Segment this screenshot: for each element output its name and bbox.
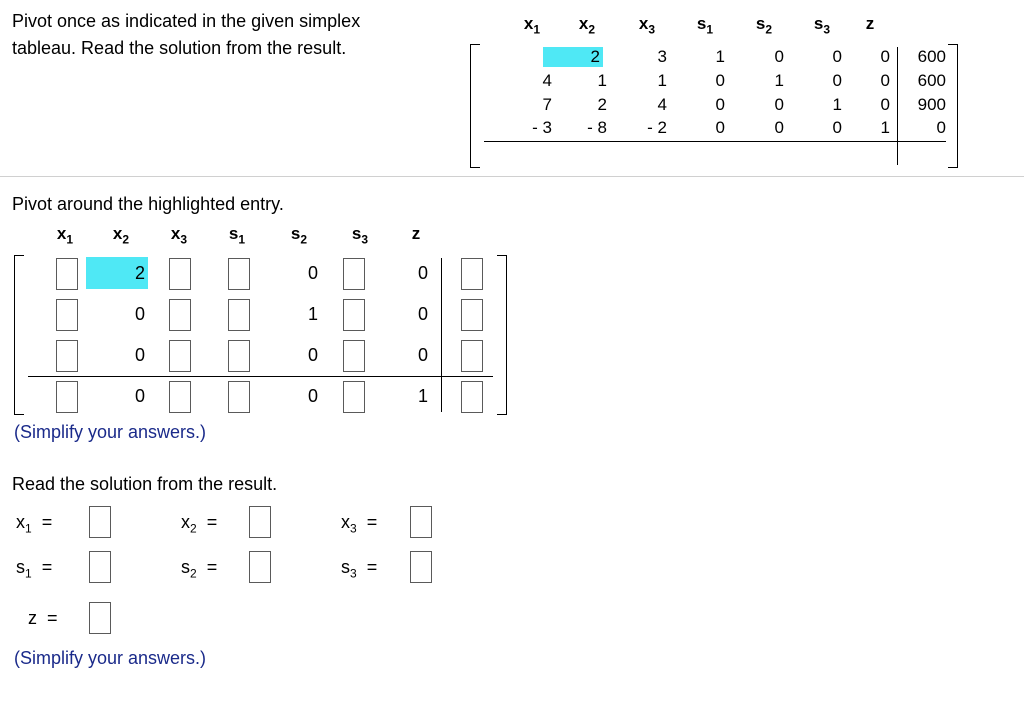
given-cell-r3-c4: 0 xyxy=(715,95,725,114)
prompt-line-2: tableau. Read the solution from the result. xyxy=(12,38,347,58)
pivot-input-r2-c8[interactable] xyxy=(461,299,483,331)
pivot-input-r4-c1[interactable] xyxy=(56,381,78,413)
pivot-col-separator xyxy=(441,258,442,412)
given-cell-r2-c3: 1 xyxy=(657,71,667,90)
given-cell-r1-c4: 1 xyxy=(715,47,725,66)
given-right-bracket xyxy=(948,44,958,168)
pivot-input-r3-c3[interactable] xyxy=(169,340,191,372)
given-header-s2: $s_2$ xyxy=(755,14,773,37)
pivot-left-bracket xyxy=(14,255,24,415)
pivot-value-r3-c2: 0 xyxy=(134,345,145,365)
given-cell-r3-c7: 0 xyxy=(880,95,890,114)
pivot-input-r1-c4[interactable] xyxy=(228,258,250,290)
pivot-header-x2: $x_2$ xyxy=(112,224,130,247)
solution-label-s1: $s_1$ = xyxy=(16,557,53,581)
given-cell-r2-c8: 600 xyxy=(917,71,946,90)
given-cell-r4-c7: 1 xyxy=(880,118,890,137)
given-cell-r4-c4: 0 xyxy=(715,118,725,137)
pivot-input-r2-c3[interactable] xyxy=(169,299,191,331)
pivot-highlighted-entry: 2 xyxy=(86,257,148,289)
given-header-z: z xyxy=(865,14,875,33)
given-cell-r3-c8: 900 xyxy=(917,95,946,114)
pivot-header-s3: $s_3$ xyxy=(351,224,369,247)
given-header-s3: $s_3$ xyxy=(813,14,831,37)
simplify-hint-2: (Simplify your answers.) xyxy=(14,648,207,668)
solution-input-s3[interactable] xyxy=(410,551,432,583)
pivot-value-r3-c7: 0 xyxy=(417,345,428,365)
pivot-value-r2-c5: 1 xyxy=(307,304,318,324)
prompt-line-1: Pivot once as indicated in the given simplex xyxy=(12,11,361,31)
solution-input-s1[interactable] xyxy=(89,551,111,583)
pivot-header-x1: $x_1$ xyxy=(56,224,74,247)
solution-input-z[interactable] xyxy=(89,602,111,634)
pivot-right-bracket xyxy=(497,255,507,415)
solution-input-x2[interactable] xyxy=(249,506,271,538)
solution-label-s3: $s_3$ = xyxy=(341,557,378,581)
pivot-input-r3-c1[interactable] xyxy=(56,340,78,372)
pivot-header-x3: $x_3$ xyxy=(170,224,188,247)
solution-label-x2: $x_2$ = xyxy=(181,512,218,536)
solution-input-s2[interactable] xyxy=(249,551,271,583)
given-cell-r2-c4: 0 xyxy=(715,71,725,90)
given-cell-r1-c6: 0 xyxy=(832,47,842,66)
pivot-value-r2-c7: 0 xyxy=(417,304,428,324)
pivot-input-r1-c3[interactable] xyxy=(169,258,191,290)
given-cell-r4-c2: - 8 xyxy=(587,118,607,137)
pivot-value-r4-c5: 0 xyxy=(307,386,318,406)
pivot-input-r1-c6[interactable] xyxy=(343,258,365,290)
given-cell-r3-c1: 7 xyxy=(542,95,552,114)
given-cell-r3-c2: 2 xyxy=(597,95,607,114)
given-left-bracket xyxy=(470,44,480,168)
given-cell-r1-c2: 2 xyxy=(543,47,603,67)
pivot-input-r1-c1[interactable] xyxy=(56,258,78,290)
given-cell-r4-c6: 0 xyxy=(832,118,842,137)
given-cell-r4-c3: - 2 xyxy=(647,118,667,137)
solution-input-x1[interactable] xyxy=(89,506,111,538)
pivot-input-r2-c4[interactable] xyxy=(228,299,250,331)
pivot-header-s1: $s_1$ xyxy=(228,224,246,247)
given-header-s1: $s_1$ xyxy=(696,14,714,37)
pivot-input-r4-c4[interactable] xyxy=(228,381,250,413)
solution-input-x3[interactable] xyxy=(410,506,432,538)
pivot-input-r3-c4[interactable] xyxy=(228,340,250,372)
solution-label-x3: $x_3$ = xyxy=(341,512,378,536)
solution-instruction: Read the solution from the result. xyxy=(12,474,278,494)
given-cell-r4-c8: 0 xyxy=(936,118,946,137)
given-header-x1: $x_1$ xyxy=(523,14,541,37)
given-cell-r4-c1: - 3 xyxy=(532,118,552,137)
given-cell-r3-c3: 4 xyxy=(657,95,667,114)
pivot-value-r3-c5: 0 xyxy=(307,345,318,365)
given-cell-r1-c7: 0 xyxy=(880,47,890,66)
given-cell-r4-c5: 0 xyxy=(774,118,784,137)
solution-label-s2: $s_2$ = xyxy=(181,557,218,581)
given-cell-r2-c7: 0 xyxy=(880,71,890,90)
given-header-x3: $x_3$ xyxy=(638,14,656,37)
pivot-input-r2-c1[interactable] xyxy=(56,299,78,331)
given-cell-r3-c6: 1 xyxy=(832,95,842,114)
given-cell-r2-c6: 0 xyxy=(832,71,842,90)
pivot-value-r1-c7: 0 xyxy=(417,263,428,283)
pivot-value-r1-c5: 0 xyxy=(307,263,318,283)
simplify-hint-1: (Simplify your answers.) xyxy=(14,422,207,442)
solution-label-x1: $x_1$ = xyxy=(16,512,53,536)
given-cell-r3-c5: 0 xyxy=(774,95,784,114)
pivot-input-r3-c6[interactable] xyxy=(343,340,365,372)
given-cell-r2-c2: 1 xyxy=(597,71,607,90)
given-cell-r2-c5: 1 xyxy=(774,71,784,90)
given-cell-r2-c1: 4 xyxy=(542,71,552,90)
pivot-instruction: Pivot around the highlighted entry. xyxy=(12,194,284,214)
pivot-input-r3-c8[interactable] xyxy=(461,340,483,372)
solution-label-z: z = xyxy=(28,608,58,628)
given-col-separator xyxy=(897,47,898,165)
pivot-header-s2: $s_2$ xyxy=(290,224,308,247)
pivot-value-r4-c7: 1 xyxy=(417,386,428,406)
given-cell-r1-c8: 600 xyxy=(917,47,946,66)
given-cell-r1-c5: 0 xyxy=(774,47,784,66)
pivot-input-r1-c8[interactable] xyxy=(461,258,483,290)
section-divider xyxy=(0,176,1024,177)
pivot-input-r4-c6[interactable] xyxy=(343,381,365,413)
pivot-input-r2-c6[interactable] xyxy=(343,299,365,331)
given-cell-r1-c3: 3 xyxy=(657,47,667,66)
given-row-separator xyxy=(484,141,946,142)
pivot-input-r4-c3[interactable] xyxy=(169,381,191,413)
pivot-value-r2-c2: 0 xyxy=(134,304,145,324)
pivot-header-z: z xyxy=(411,224,421,243)
pivot-value-r4-c2: 0 xyxy=(134,386,145,406)
pivot-row-separator xyxy=(28,376,493,377)
pivot-input-r4-c8[interactable] xyxy=(461,381,483,413)
given-header-x2: $x_2$ xyxy=(578,14,596,37)
